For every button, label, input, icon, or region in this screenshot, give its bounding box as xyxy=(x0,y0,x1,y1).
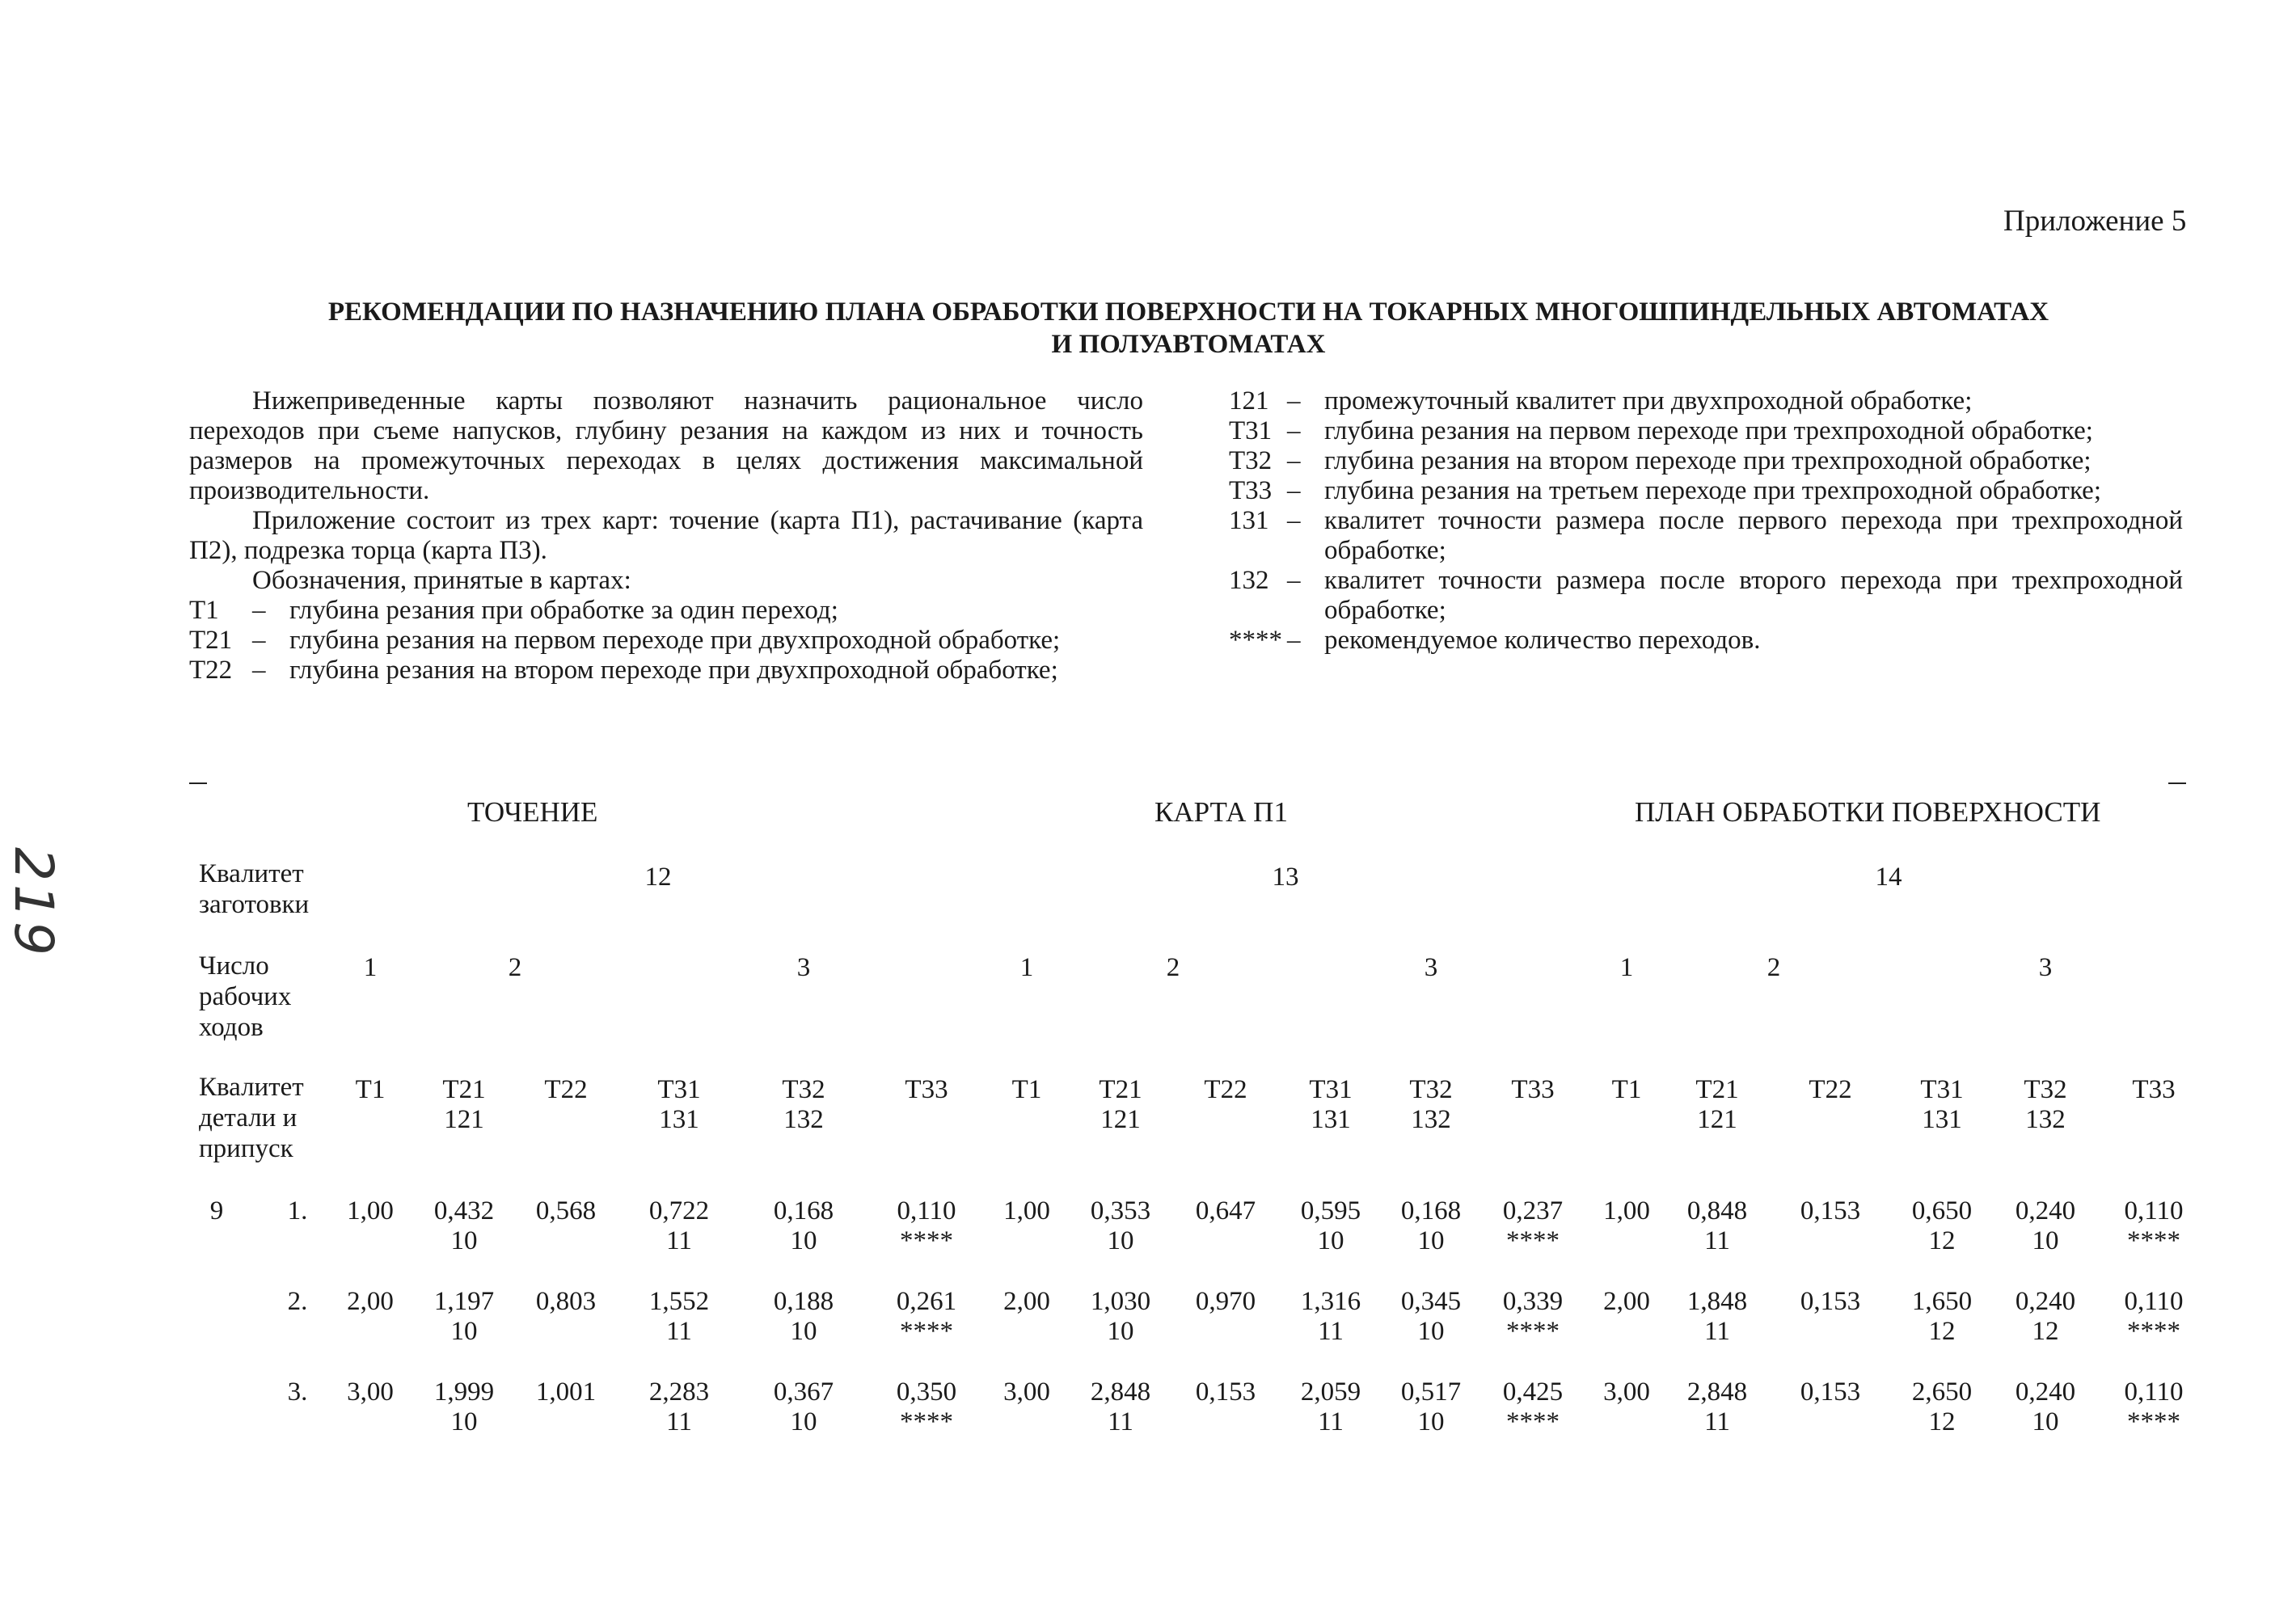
quality-value: 10 xyxy=(1317,1226,1344,1255)
title-line-1: РЕКОМЕНДАЦИИ ПО НАЗНАЧЕНИЮ ПЛАНА ОБРАБОТКИ ПОВЕРХНОСТИ НА ТОКАРНЫХ МНОГОШПИНДЕЛЬНЫХ АВТОМАТАХ xyxy=(327,297,2049,327)
depth-value: 0,168 xyxy=(1400,1196,1462,1225)
label-detail-quality: Квалитет детали и припуск xyxy=(199,1073,304,1163)
quality-value: 12 xyxy=(1928,1407,1956,1436)
right-dash-mark xyxy=(2168,782,2186,784)
definition-dash: – xyxy=(1287,566,1301,595)
depth-value: 0,240 xyxy=(2015,1196,2076,1225)
column-header-depth: T22 xyxy=(1809,1075,1852,1104)
detail-quality-value: 9 xyxy=(209,1196,224,1225)
definition-code: **** xyxy=(1229,626,1282,655)
definition-text: квалитет точности размера после первого перехода при трехпроходной обработке; xyxy=(1324,506,2183,565)
depth-value: 1,848 xyxy=(1686,1287,1748,1316)
definition-text: квалитет точности размера после второго перехода при трехпроходной обработке; xyxy=(1324,566,2183,625)
depth-value: 0,110 xyxy=(897,1196,956,1225)
definition-code: 121 xyxy=(1229,386,1269,415)
quality-value: **** xyxy=(2127,1226,2180,1255)
title-line-2: И ПОЛУАВТОМАТАХ xyxy=(1051,330,1326,359)
quality-value: 12 xyxy=(1928,1317,1956,1346)
depth-value: 0,517 xyxy=(1400,1377,1462,1407)
definitions-right xyxy=(1229,386,2183,656)
column-header-depth: T1 xyxy=(1011,1075,1042,1104)
depth-value: 0,110 xyxy=(2124,1377,2184,1407)
handwritten-page-number: 219 xyxy=(2,847,65,959)
column-header-depth: T31 xyxy=(657,1075,701,1104)
definition-item xyxy=(189,626,1143,656)
quality-value: 11 xyxy=(1318,1407,1344,1436)
quality-value: 10 xyxy=(1417,1317,1445,1346)
pass-number: 2 xyxy=(1166,953,1180,982)
definition-text: промежуточный квалитет при двухпроходной обработке; xyxy=(1324,386,1973,415)
document-title xyxy=(243,296,2134,361)
left-dash-mark xyxy=(189,782,207,784)
column-header-depth: T21 xyxy=(1099,1075,1142,1104)
depth-value: 2,848 xyxy=(1686,1377,1748,1407)
depth-value: 0,650 xyxy=(1911,1196,1973,1225)
depth-value: 0,353 xyxy=(1090,1196,1151,1225)
depth-value: 0,153 xyxy=(1800,1196,1861,1225)
allowance-label: 2. xyxy=(287,1287,308,1316)
depth-value: 0,345 xyxy=(1400,1287,1462,1316)
definition-item xyxy=(1229,626,2183,656)
depth-value: 0,240 xyxy=(2015,1377,2076,1407)
definition-code: T21 xyxy=(189,626,233,655)
definition-item xyxy=(189,656,1143,685)
pass-number: 1 xyxy=(1619,953,1634,982)
quality-value: 11 xyxy=(1704,1226,1730,1255)
heading-card: КАРТА П1 xyxy=(1154,796,1288,828)
column-header-quality: 132 xyxy=(2025,1105,2066,1134)
pass-number: 1 xyxy=(1019,953,1034,982)
column-header-quality: 132 xyxy=(1411,1105,1451,1134)
definition-dash: – xyxy=(1287,506,1301,535)
column-header-depth: T1 xyxy=(1611,1075,1642,1104)
heading-plan: ПЛАН ОБРАБОТКИ ПОВЕРХНОСТИ xyxy=(1635,796,2101,828)
definition-item xyxy=(1229,416,2183,446)
column-header-depth: T21 xyxy=(442,1075,486,1104)
quality-value: 11 xyxy=(666,1317,692,1346)
intro-right-column xyxy=(1229,386,2183,656)
quality-value: 11 xyxy=(1704,1317,1730,1346)
quality-value: 10 xyxy=(790,1226,817,1255)
quality-value: **** xyxy=(900,1407,953,1436)
blank-quality-value: 14 xyxy=(1875,863,1902,892)
depth-value: 3,00 xyxy=(1003,1377,1050,1407)
quality-value: 11 xyxy=(666,1226,692,1255)
intro-paragraph-3: Обозначения, принятые в картах: xyxy=(252,566,631,595)
depth-value: 0,110 xyxy=(2124,1196,2184,1225)
definition-text: глубина резания при обработке за один переход; xyxy=(289,596,838,625)
depth-value: 2,00 xyxy=(347,1287,394,1316)
definition-text: глубина резания на втором переходе при двухпроходной обработке; xyxy=(289,656,1058,685)
quality-value: 10 xyxy=(2032,1226,2059,1255)
depth-value: 1,999 xyxy=(433,1377,495,1407)
column-header-quality: 121 xyxy=(444,1105,484,1134)
definition-dash: – xyxy=(252,656,266,685)
column-header-quality: 131 xyxy=(1922,1105,1962,1134)
appendix-label: Приложение 5 xyxy=(2003,205,2187,238)
pass-number: 2 xyxy=(1766,953,1781,982)
definition-dash: – xyxy=(252,626,266,655)
quality-value: 11 xyxy=(1704,1407,1730,1436)
depth-value: 1,030 xyxy=(1090,1287,1151,1316)
depth-value: 0,432 xyxy=(433,1196,495,1225)
depth-value: 0,188 xyxy=(773,1287,834,1316)
depth-value: 0,803 xyxy=(535,1287,597,1316)
column-header-depth: T32 xyxy=(1409,1075,1453,1104)
depth-value: 0,848 xyxy=(1686,1196,1748,1225)
column-header-depth: T31 xyxy=(1309,1075,1353,1104)
definition-item xyxy=(1229,476,2183,506)
quality-value: 10 xyxy=(790,1317,817,1346)
depth-value: 0,425 xyxy=(1502,1377,1564,1407)
quality-value: **** xyxy=(900,1317,953,1346)
column-header-depth: T21 xyxy=(1695,1075,1739,1104)
quality-value: 11 xyxy=(1318,1317,1344,1346)
column-header-quality: 131 xyxy=(1311,1105,1351,1134)
quality-value: 10 xyxy=(2032,1407,2059,1436)
column-header-quality: 121 xyxy=(1697,1105,1737,1134)
allowance-label: 1. xyxy=(287,1196,308,1225)
column-header-depth: T22 xyxy=(544,1075,588,1104)
depth-value: 0,367 xyxy=(773,1377,834,1407)
depth-value: 0,722 xyxy=(648,1196,710,1225)
definition-code: T31 xyxy=(1229,416,1273,445)
definition-item xyxy=(1229,386,2183,416)
column-header-depth: T22 xyxy=(1204,1075,1247,1104)
quality-value: **** xyxy=(1506,1407,1560,1436)
quality-value: **** xyxy=(1506,1226,1560,1255)
column-header-quality: 131 xyxy=(659,1105,699,1134)
depth-value: 0,153 xyxy=(1800,1287,1861,1316)
depth-value: 1,197 xyxy=(433,1287,495,1316)
definition-code: 131 xyxy=(1229,506,1269,535)
definition-code: T1 xyxy=(189,596,219,625)
definition-code: 132 xyxy=(1229,566,1269,595)
definition-code: T32 xyxy=(1229,446,1273,475)
quality-value: 10 xyxy=(1417,1407,1445,1436)
depth-value: 2,848 xyxy=(1090,1377,1151,1407)
quality-value: **** xyxy=(2127,1407,2180,1436)
definition-dash: – xyxy=(1287,476,1301,505)
quality-value: 10 xyxy=(1107,1317,1134,1346)
quality-value: **** xyxy=(900,1226,953,1255)
intro-left-column xyxy=(189,386,1143,685)
definition-text: глубина резания на первом переходе при трехпроходной обработке; xyxy=(1324,416,2093,445)
depth-value: 2,00 xyxy=(1603,1287,1650,1316)
definition-item xyxy=(1229,506,2183,566)
heading-turning: ТОЧЕНИЕ xyxy=(467,796,598,828)
depth-value: 2,650 xyxy=(1911,1377,1973,1407)
definition-item xyxy=(189,596,1143,626)
blank-quality-value: 12 xyxy=(644,863,672,892)
intro-paragraph-2: Приложение состоит из трех карт: точение (карта П1), растачивание (карта П2), подрезка торца (карта П3). xyxy=(189,506,1143,565)
depth-value: 0,240 xyxy=(2015,1287,2076,1316)
quality-value: 10 xyxy=(450,1407,478,1436)
depth-value: 0,261 xyxy=(896,1287,957,1316)
pass-number: 1 xyxy=(363,953,378,982)
quality-value: 11 xyxy=(1108,1407,1133,1436)
quality-value: 10 xyxy=(450,1226,478,1255)
label-blank-quality: Квалитет заготовки xyxy=(199,859,310,919)
quality-value: 10 xyxy=(450,1317,478,1346)
depth-value: 2,283 xyxy=(648,1377,710,1407)
quality-value: **** xyxy=(2127,1317,2180,1346)
definition-dash: – xyxy=(1287,626,1301,655)
column-header-quality: 132 xyxy=(783,1105,824,1134)
depth-value: 3,00 xyxy=(1603,1377,1650,1407)
quality-value: 10 xyxy=(790,1407,817,1436)
depth-value: 1,650 xyxy=(1911,1287,1973,1316)
definition-text: глубина резания на первом переходе при двухпроходной обработке; xyxy=(289,626,1061,655)
column-header-quality: 121 xyxy=(1100,1105,1141,1134)
blank-quality-value: 13 xyxy=(1272,863,1299,892)
pass-number: 3 xyxy=(1424,953,1438,982)
depth-value: 1,552 xyxy=(648,1287,710,1316)
column-header-depth: T31 xyxy=(1920,1075,1964,1104)
quality-value: 10 xyxy=(1107,1226,1134,1255)
definition-dash: – xyxy=(1287,446,1301,475)
depth-value: 0,595 xyxy=(1300,1196,1361,1225)
column-header-depth: T32 xyxy=(782,1075,825,1104)
depth-value: 0,153 xyxy=(1195,1377,1256,1407)
column-header-depth: T33 xyxy=(905,1075,948,1104)
definition-code: T33 xyxy=(1229,476,1273,505)
definition-item xyxy=(1229,446,2183,476)
definition-dash: – xyxy=(1287,416,1301,445)
pass-number: 3 xyxy=(2038,953,2053,982)
allowance-label: 3. xyxy=(287,1377,308,1407)
depth-value: 0,339 xyxy=(1502,1287,1564,1316)
quality-value: 11 xyxy=(666,1407,692,1436)
depth-value: 2,059 xyxy=(1300,1377,1361,1407)
column-header-depth: T1 xyxy=(355,1075,386,1104)
depth-value: 0,168 xyxy=(773,1196,834,1225)
depth-value: 1,00 xyxy=(1603,1196,1650,1225)
depth-value: 0,237 xyxy=(1502,1196,1564,1225)
quality-value: 12 xyxy=(1928,1226,1956,1255)
depth-value: 1,00 xyxy=(347,1196,394,1225)
depth-value: 0,970 xyxy=(1195,1287,1256,1316)
depth-value: 1,00 xyxy=(1003,1196,1050,1225)
depth-value: 3,00 xyxy=(347,1377,394,1407)
depth-value: 0,568 xyxy=(535,1196,597,1225)
column-header-depth: T33 xyxy=(1511,1075,1555,1104)
definition-text: рекомендуемое количество переходов. xyxy=(1324,626,1761,655)
definitions-left xyxy=(189,596,1143,685)
depth-value: 0,153 xyxy=(1800,1377,1861,1407)
depth-value: 0,350 xyxy=(896,1377,957,1407)
depth-value: 0,110 xyxy=(2124,1287,2184,1316)
pass-number: 3 xyxy=(796,953,811,982)
definition-dash: – xyxy=(1287,386,1301,415)
depth-value: 2,00 xyxy=(1003,1287,1050,1316)
pass-number: 2 xyxy=(508,953,522,982)
quality-value: 12 xyxy=(2032,1317,2059,1346)
intro-paragraph-1: Нижеприведенные карты позволяют назначить рациональное число переходов при съеме напусков, глубину резания на каждом из них и точность размеров на промежуточных переходах в целях достижения максимальной производительности. xyxy=(189,386,1143,505)
quality-value: 10 xyxy=(1417,1226,1445,1255)
definition-item xyxy=(1229,566,2183,626)
depth-value: 0,647 xyxy=(1195,1196,1256,1225)
definition-dash: – xyxy=(252,596,266,625)
definition-text: глубина резания на третьем переходе при трехпроходной обработке; xyxy=(1324,476,2101,505)
quality-value: **** xyxy=(1506,1317,1560,1346)
definition-code: T22 xyxy=(189,656,233,685)
label-passes: Число рабочих ходов xyxy=(199,951,292,1042)
column-header-depth: T33 xyxy=(2132,1075,2176,1104)
definition-text: глубина резания на втором переходе при трехпроходной обработке; xyxy=(1324,446,2092,475)
depth-value: 1,001 xyxy=(535,1377,597,1407)
column-header-depth: T32 xyxy=(2024,1075,2067,1104)
depth-value: 1,316 xyxy=(1300,1287,1361,1316)
